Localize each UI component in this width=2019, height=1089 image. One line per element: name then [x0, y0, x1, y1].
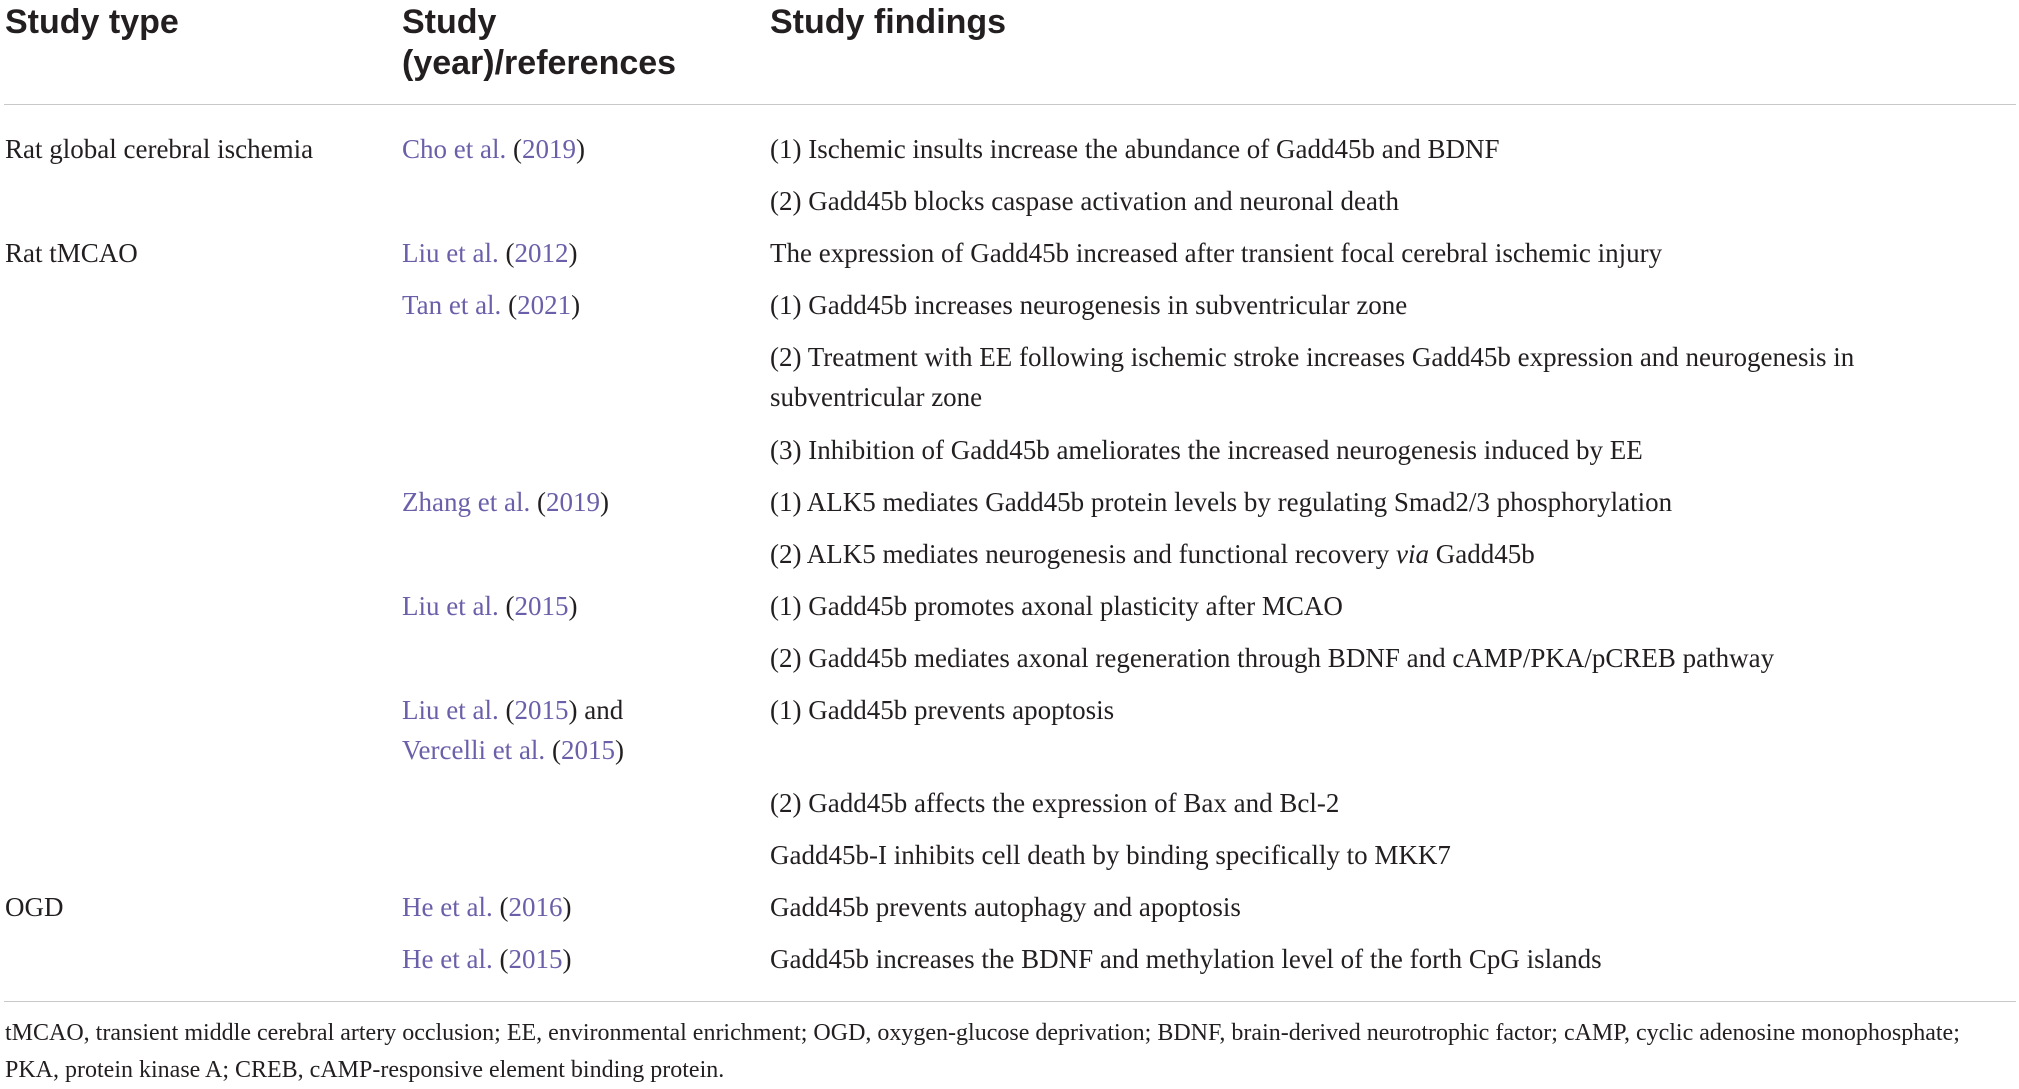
finding: [770, 534, 1535, 574]
reference-cell: Cho et al. (2019): [402, 134, 585, 164]
finding: The expression of Gadd45b increased after transient focal cerebral ischemic injury: [770, 238, 1663, 268]
finding: (2) Gadd45b blocks caspase activation and neuronal death: [770, 186, 1400, 216]
reference-year-link[interactable]: 2019: [521, 134, 576, 164]
header-study-line2: (year)/references: [402, 44, 677, 82]
finding-text: (2) ALK5 mediates neurogenesis and functional recovery: [770, 539, 1397, 569]
reference-link[interactable]: Liu et al.: [402, 591, 499, 621]
reference-year-link[interactable]: 2016: [508, 892, 563, 922]
header-study-type: Study type: [5, 3, 179, 41]
reference-link[interactable]: Zhang et al.: [402, 487, 531, 517]
finding: (2) Gadd45b mediates axonal regeneration through BDNF and cAMP/PKA/pCREB pathway: [770, 643, 1775, 673]
reference-line: Liu et al. (2015) and: [402, 695, 624, 725]
reference-cell: Zhang et al. (2019): [402, 487, 609, 517]
finding-text: Gadd45b: [1429, 539, 1535, 569]
reference-cell: Liu et al. (2015): [402, 591, 578, 621]
reference-link[interactable]: Liu et al.: [402, 238, 499, 268]
header-rule: [4, 104, 2016, 105]
reference-link[interactable]: Vercelli et al.: [402, 735, 546, 765]
reference-year-link[interactable]: 2019: [545, 487, 600, 517]
finding-emphasis: via: [1396, 539, 1430, 569]
footer-rule: [4, 1001, 2016, 1002]
reference-cell: [402, 690, 624, 770]
reference-link[interactable]: Cho et al.: [402, 134, 507, 164]
table-footnote: tMCAO, transient middle cerebral artery occlusion; EE, environmental enrichment; OGD, oxygen-glucose deprivation; BDNF, brain-derived neurotrophic factor; cAMP, cyclic adenosine monophosphate; PKA, protein kinase A; CREB, cAMP-responsive element binding protein.: [5, 1020, 1960, 1083]
reference-link[interactable]: He et al.: [402, 944, 493, 974]
reference-cell: Liu et al. (2012): [402, 238, 578, 268]
finding: (1) Gadd45b increases neurogenesis in subventricular zone: [770, 290, 1408, 320]
reference-year-link[interactable]: 2012: [514, 238, 569, 268]
finding: Gadd45b prevents autophagy and apoptosis: [770, 892, 1241, 922]
reference-year-link[interactable]: 2015: [514, 695, 569, 725]
study-type-rat-tmcao: Rat tMCAO: [5, 238, 138, 268]
reference-year-link[interactable]: 2015: [514, 591, 569, 621]
finding: Gadd45b-I inhibits cell death by binding specifically to MKK7: [770, 840, 1451, 870]
reference-link[interactable]: He et al.: [402, 892, 493, 922]
reference-link[interactable]: Tan et al.: [402, 290, 502, 320]
reference-cell: He et al. (2016): [402, 892, 572, 922]
reference-year-link[interactable]: 2021: [517, 290, 572, 320]
finding: (1) ALK5 mediates Gadd45b protein levels by regulating Smad2/3 phosphorylation: [770, 487, 1673, 517]
finding: (2) Treatment with EE following ischemic stroke increases Gadd45b expression and neurogenesis in subventricular zone: [770, 342, 1855, 412]
study-type-rat-global-ischemia: Rat global cerebral ischemia: [5, 134, 314, 164]
reference-year-link[interactable]: 2015: [560, 735, 615, 765]
reference-cell: He et al. (2015): [402, 944, 572, 974]
finding: (2) Gadd45b affects the expression of Bax and Bcl-2: [770, 788, 1340, 818]
reference-conjunction: and: [584, 695, 624, 725]
finding: (3) Inhibition of Gadd45b ameliorates the increased neurogenesis induced by EE: [770, 435, 1643, 465]
reference-link[interactable]: Liu et al.: [402, 695, 499, 725]
header-study-line1: Study: [402, 3, 497, 41]
finding: (1) Ischemic insults increase the abundance of Gadd45b and BDNF: [770, 134, 1500, 164]
header-study-findings: Study findings: [770, 3, 1007, 41]
finding: (1) Gadd45b promotes axonal plasticity after MCAO: [770, 591, 1343, 621]
reference-year-link[interactable]: 2015: [508, 944, 563, 974]
header-study-references: [402, 2, 676, 84]
reference-line: Vercelli et al. (2015): [402, 735, 624, 765]
study-type-ogd: OGD: [5, 892, 64, 922]
finding: (1) Gadd45b prevents apoptosis: [770, 695, 1115, 725]
finding: Gadd45b increases the BDNF and methylation level of the forth CpG islands: [770, 944, 1602, 974]
reference-cell: Tan et al. (2021): [402, 290, 581, 320]
